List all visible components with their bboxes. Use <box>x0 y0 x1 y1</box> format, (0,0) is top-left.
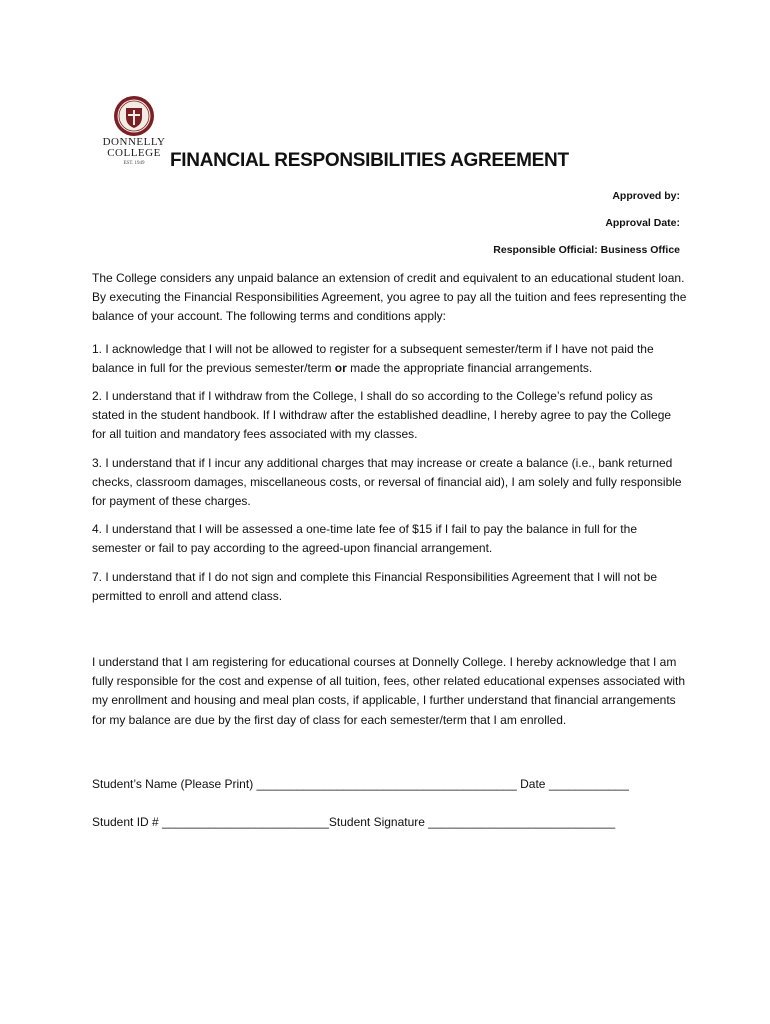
acknowledgement-paragraph: I understand that I am registering for educational courses at Donnelly College. I hereby acknowledge that I am fully responsible for the cost and expense of all tuition, fees, other related educational expenses associated with my enrollment and housing and meal plan costs, if applicable, I further understand that financial arrangements for my balance are due by the first day of class for each semester/term that I am enrolled. <box>92 655 686 727</box>
spacer <box>92 615 688 653</box>
student-name-date-line[interactable]: Student’s Name (Please Print) _______________________________________ Date ____________ <box>92 776 629 791</box>
term-2: 2. I understand that if I withdraw from the College, I shall do so according to the College’s refund policy as stated in the student handbook. If I withdraw after the established deadline, I hereby agree to pay the College for all tuition and mandatory fees associated with my classes. <box>92 389 672 442</box>
student-id-signature-line[interactable]: Student ID # _________________________Student Signature ____________________________ <box>92 815 616 830</box>
logo-established: EST. 1949 <box>123 161 145 166</box>
intro-paragraph: The College considers any unpaid balance an extension of credit and equivalent to an educational student loan. By executing the Financial Responsibilities Agreement, you agree to pay all the tuition and fees representing the balance of your account. The following terms and conditions apply: <box>92 271 687 324</box>
term-4: 4. I understand that I will be assessed a one-time late fee of $15 if I fail to pay the balance in full for the semester or fail to pay according to the agreed-upon financial arrangement. <box>92 522 637 556</box>
term-3: 3. I understand that if I incur any additional charges that may increase or create a balance (i.e., bank returned checks, classroom damages, miscellaneous costs, or reversal of financial aid), I am solely and fully responsible for payment of these charges. <box>92 455 682 509</box>
term-7: 7. I understand that if I do not sign and complete this Financial Responsibilities Agreement that I will not be permitted to enroll and attend class. <box>92 569 657 603</box>
term-1-text-a: 1. I acknowledge that I will not be allowed to register for a subsequent semester/term if I have not paid the balance in full for the previous semester/term <box>92 341 654 375</box>
approved-by-label: Approved by: <box>612 190 680 202</box>
term-1-bold-or: or <box>334 360 347 375</box>
college-seal-icon <box>113 95 155 137</box>
agreement-body <box>92 269 688 841</box>
responsible-official-label: Responsible Official: Business Office <box>493 244 680 256</box>
term-1-text-b: made the appropriate financial arrangements. <box>346 360 593 375</box>
approval-date-label: Approval Date: <box>605 217 680 229</box>
logo-name-line2: COLLEGE <box>107 147 161 159</box>
college-logo <box>100 95 168 166</box>
term-1 <box>92 340 688 378</box>
page-title: FINANCIAL RESPONSIBILITIES AGREEMENT <box>170 150 569 171</box>
logo-name-line1: DONNELLY <box>102 136 166 148</box>
